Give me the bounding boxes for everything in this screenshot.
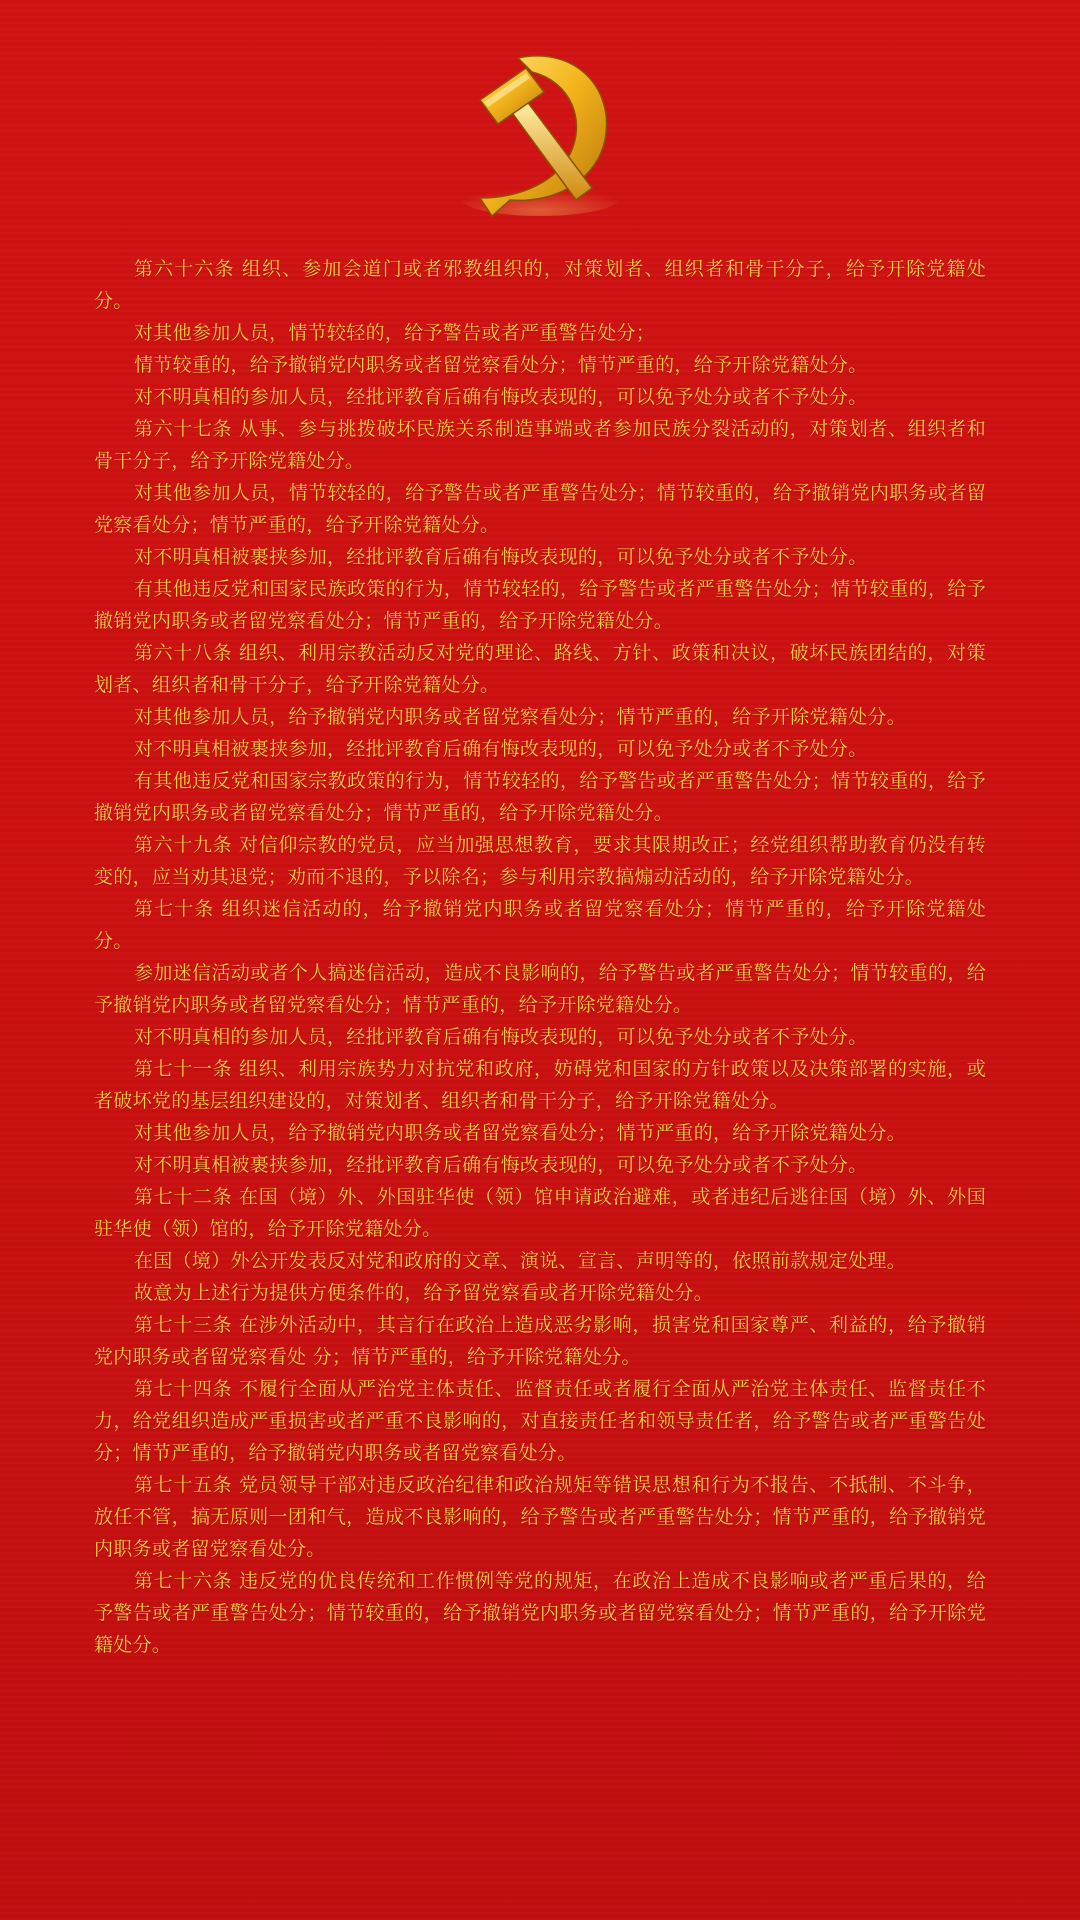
paragraph: 有其他违反党和国家民族政策的行为，情节较轻的，给予警告或者严重警告处分；情节较重的，给予撤销党内职务或者留党察看处分；情节严重的，给予开除党籍处分。 (94, 578, 986, 632)
paragraph-article-72: 第七十二条 在国（境）外、外国驻华使（领）馆申请政治避难，或者违纪后逃往国（境）外、外国驻华使（领）馆的，给予开除党籍处分。 (94, 1186, 986, 1240)
paragraph-article-68: 第六十八条 组织、利用宗教活动反对党的理论、路线、方针、政策和决议，破坏民族团结的，对策划者、组织者和骨干分子，给予开除党籍处分。 (94, 642, 986, 696)
paragraph: 对不明真相的参加人员，经批评教育后确有悔改表现的，可以免予处分或者不予处分。 (134, 1026, 868, 1048)
paragraph: 对其他参加人员，情节较轻的，给予警告或者严重警告处分；情节较重的，给予撤销党内职务或者留党察看处分；情节严重的，给予开除党籍处分。 (94, 482, 986, 536)
paragraph: 对其他参加人员，给予撤销党内职务或者留党察看处分；情节严重的，给予开除党籍处分。 (134, 706, 907, 728)
paragraph-article-67: 第六十七条 从事、参与挑拨破坏民族关系制造事端或者参加民族分裂活动的，对策划者、组织者和骨干分子，给予开除党籍处分。 (94, 418, 986, 472)
paragraph: 对其他参加人员，给予撤销党内职务或者留党察看处分；情节严重的，给予开除党籍处分。 (134, 1122, 907, 1144)
paragraph-article-76: 第七十六条 违反党的优良传统和工作惯例等党的规矩，在政治上造成不良影响或者严重后果的，给予警告或者严重警告处分；情节较重的，给予撤销党内职务或者留党察看处分；情节严重的，给予开除党籍处分。 (94, 1570, 986, 1656)
paragraph-article-70: 第七十条 组织迷信活动的，给予撤销党内职务或者留党察看处分；情节严重的，给予开除党籍处分。 (94, 898, 986, 952)
paragraph-article-71: 第七十一条 组织、利用宗族势力对抗党和政府，妨碍党和国家的方针政策以及决策部署的实施，或者破坏党的基层组织建设的，对策划者、组织者和骨干分子，给予开除党籍处分。 (94, 1058, 986, 1112)
paragraph: 对其他参加人员，情节较轻的，给予警告或者严重警告处分； (134, 322, 656, 344)
paragraph: 对不明真相被裹挟参加，经批评教育后确有悔改表现的，可以免予处分或者不予处分。 (134, 546, 868, 568)
paragraph-article-73: 第七十三条 在涉外活动中，其言行在政治上造成恶劣影响，损害党和国家尊严、利益的，给予撤销党内职务或者留党察看处 分；情节严重的，给予开除党籍处分。 (94, 1314, 986, 1368)
paragraph: 对不明真相的参加人员，经批评教育后确有悔改表现的，可以免予处分或者不予处分。 (134, 386, 868, 408)
paragraph-article-74: 第七十四条 不履行全面从严治党主体责任、监督责任或者履行全面从严治党主体责任、监督责任不力，给党组织造成严重损害或者严重不良影响的，对直接责任者和领导责任者，给予警告或者严重警告处分；情节严重的，给予撤销党内职务或者留党察看处分。 (94, 1378, 986, 1464)
paragraph-article-66: 第六十六条 组织、参加会道门或者邪教组织的，对策划者、组织者和骨干分子，给予开除党籍处分。 (94, 258, 986, 312)
paragraph-article-75: 第七十五条 党员领导干部对违反政治纪律和政治规矩等错误思想和行为不报告、不抵制、不斗争，放任不管，搞无原则一团和气，造成不良影响的，给予警告或者严重警告处分；情节严重的，给予撤销党内职务或者留党察看处分。 (94, 1474, 986, 1560)
paragraph: 有其他违反党和国家宗教政策的行为，情节较轻的，给予警告或者严重警告处分；情节较重的，给予撤销党内职务或者留党察看处分；情节严重的，给予开除党籍处分。 (94, 770, 986, 824)
paragraph: 对不明真相被裹挟参加，经批评教育后确有悔改表现的，可以免予处分或者不予处分。 (134, 738, 868, 760)
hammer-and-sickle-icon (440, 48, 640, 223)
paragraph: 在国（境）外公开发表反对党和政府的文章、演说、宣言、声明等的，依照前款规定处理。 (134, 1250, 907, 1272)
paragraph: 对不明真相被裹挟参加，经批评教育后确有悔改表现的，可以免予处分或者不予处分。 (134, 1154, 868, 1176)
paragraph: 故意为上述行为提供方便条件的，给予留党察看或者开除党籍处分。 (134, 1282, 714, 1304)
party-emblem-icon (440, 48, 640, 223)
discipline-regulations-text (94, 253, 986, 1661)
paragraph: 情节较重的，给予撤销党内职务或者留党察看处分；情节严重的，给予开除党籍处分。 (134, 354, 868, 376)
paragraph-article-69: 第六十九条 对信仰宗教的党员，应当加强思想教育，要求其限期改正；经党组织帮助教育仍没有转变的，应当劝其退党；劝而不退的，予以除名；参与利用宗教搞煽动活动的，给予开除党籍处分。 (94, 834, 986, 888)
paragraph: 参加迷信活动或者个人搞迷信活动，造成不良影响的，给予警告或者严重警告处分；情节较重的，给予撤销党内职务或者留党察看处分；情节严重的，给予开除党籍处分。 (94, 962, 986, 1016)
